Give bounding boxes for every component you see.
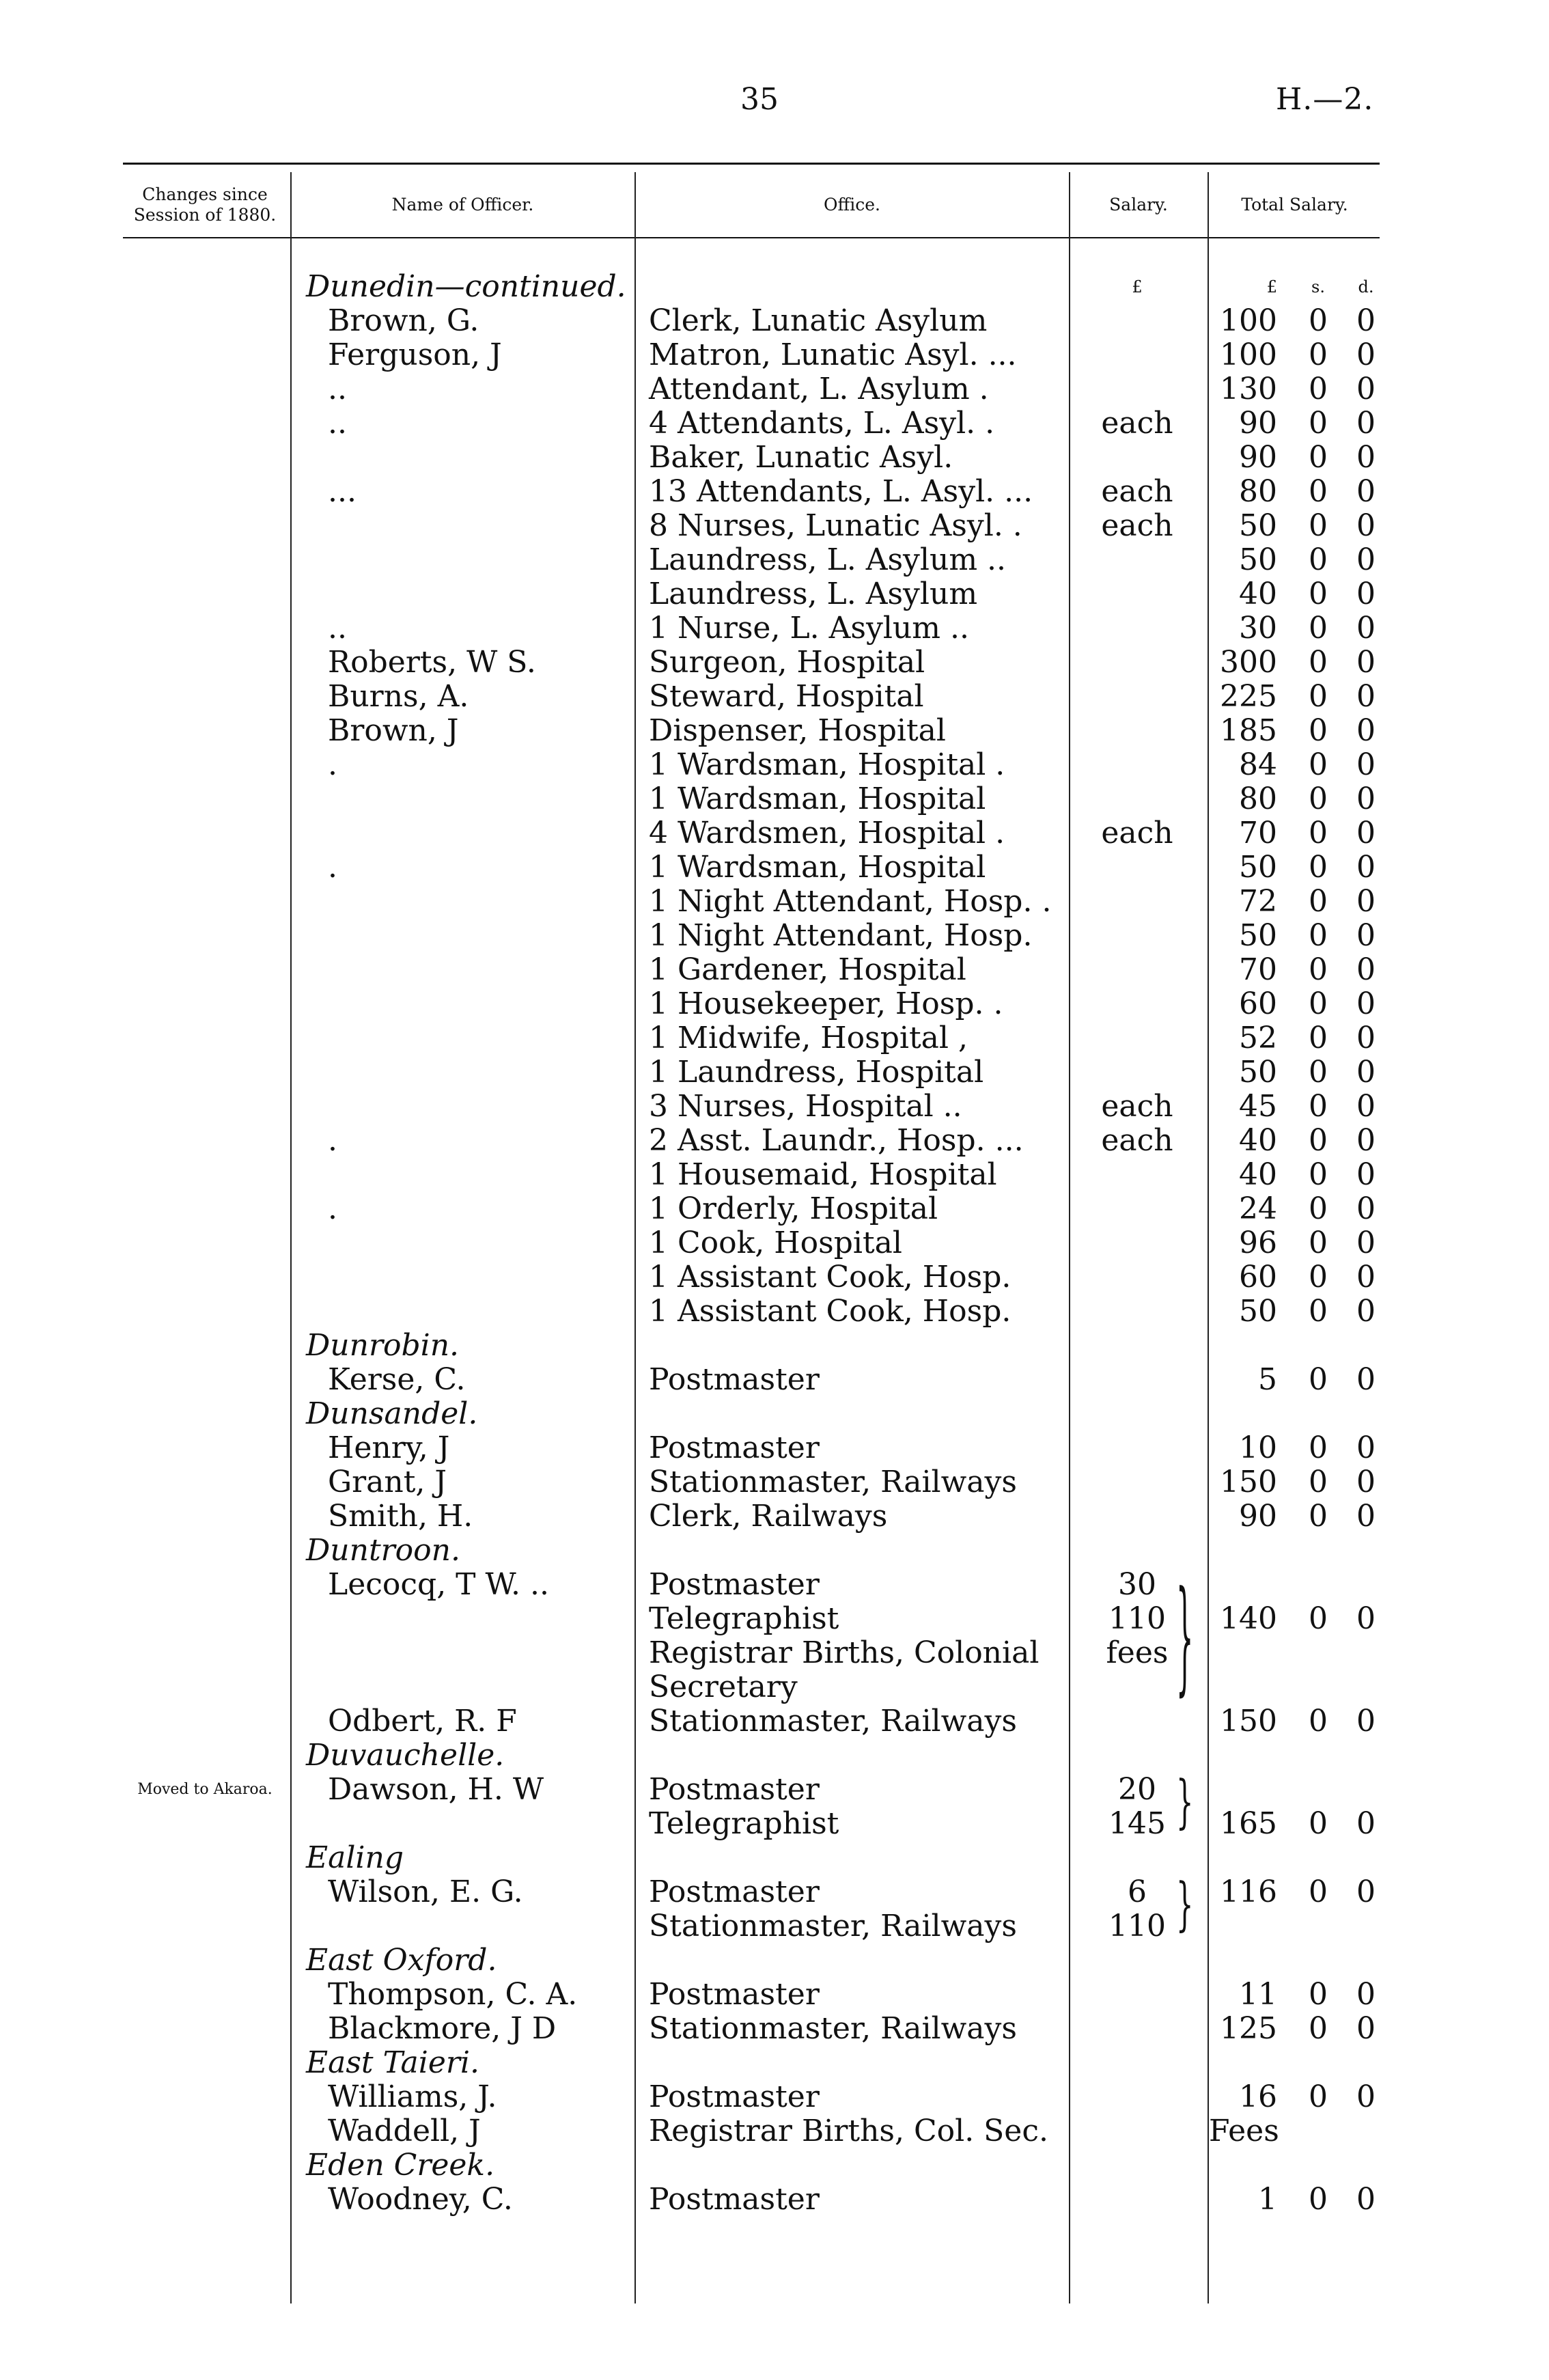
total-pence-cell: 0 [1356,1499,1376,1534]
total-shillings-cell: 0 [1309,1430,1328,1465]
table-row [0,782,1549,816]
total-shillings-cell: 0 [1309,2079,1328,2114]
total-pence-cell: 0 [1356,303,1376,338]
header-office: Office. [824,195,880,215]
total-shillings-cell: 0 [1309,1123,1328,1158]
total-pounds-cell: 300 [1220,645,1277,680]
officer-name: .. [328,611,347,646]
table-row [0,2114,1549,2148]
place-heading: Duvauchelle. [306,1738,505,1773]
total-shillings-cell: 0 [1309,406,1328,441]
office-cell: Surgeon, Hospital [649,645,925,680]
total-pounds-cell: 70 [1239,952,1277,987]
office-cell: 4 Wardsmen, Hospital . [649,816,1005,850]
total-pence-cell: 0 [1356,1191,1376,1226]
total-pounds-cell: 150 [1220,1704,1277,1739]
table-row [0,1158,1549,1192]
total-pence-cell: 0 [1356,679,1376,714]
total-pence-cell: 0 [1356,1977,1376,2012]
office-cell: 1 Night Attendant, Hosp. [649,918,1033,953]
total-pounds-cell: 60 [1239,1260,1277,1295]
total-shillings-cell: 0 [1309,713,1328,748]
total-shillings-cell: 0 [1309,645,1328,680]
table-row [0,1704,1549,1739]
office-cell: Secretary [649,1670,798,1704]
salary-cell: 110 [1108,1909,1166,1943]
table-row [0,1363,1549,1397]
table-row [0,1192,1549,1226]
table-row [0,1465,1549,1499]
total-pence-cell: 0 [1356,1601,1376,1636]
total-shillings-cell: 0 [1309,440,1328,475]
office-cell: Postmaster [649,1430,820,1465]
total-pounds-cell: 60 [1239,986,1277,1021]
total-pence-cell: d. [1358,277,1374,296]
total-pounds-cell: 5 [1258,1362,1277,1397]
total-shillings-cell: 0 [1309,542,1328,577]
office-cell: Clerk, Railways [649,1499,888,1534]
total-shillings-cell: 0 [1309,986,1328,1021]
office-cell: 1 Gardener, Hospital [649,952,966,987]
total-pounds-cell: 90 [1239,406,1277,441]
table-row [0,1329,1549,1363]
office-cell: Postmaster [649,2182,820,2217]
office-cell: Telegraphist [649,1601,839,1636]
total-shillings-cell: 0 [1309,781,1328,816]
total-pounds-cell: 52 [1239,1021,1277,1055]
place-heading: Dunedin—continued. [306,269,626,304]
page-number: 35 [740,82,779,117]
total-pence-cell: 0 [1356,1430,1376,1465]
total-pence-cell: 0 [1356,1260,1376,1295]
office-cell: 1 Wardsman, Hospital . [649,747,1005,782]
office-cell: Telegraphist [649,1806,839,1841]
total-pounds-cell: 165 [1220,1806,1277,1841]
salary-cell: 110 [1108,1601,1166,1636]
total-pounds-cell: 11 [1239,1977,1277,2012]
total-pounds-cell: 50 [1239,850,1277,885]
total-pounds-cell: 80 [1239,474,1277,509]
total-shillings-cell: 0 [1309,1806,1328,1841]
table-row [0,1397,1549,1431]
table-row [0,987,1549,1021]
office-cell: Postmaster [649,1977,820,2012]
salary-cell: £ [1132,277,1143,296]
table-row [0,1909,1549,1943]
office-cell: 8 Nurses, Lunatic Asyl. . [649,508,1022,543]
total-pounds-cell: Fees [1209,2114,1279,2148]
table-row [0,1226,1549,1260]
office-cell: 1 Laundress, Hospital [649,1055,984,1090]
office-cell: Registrar Births, Col. Sec. [649,2114,1048,2148]
table-row [0,680,1549,714]
salary-cell: 6 [1128,1874,1147,1909]
total-pence-cell: 0 [1356,884,1376,919]
total-pence-cell: 0 [1356,2079,1376,2114]
table-row [0,509,1549,543]
officer-name: Grant, J [328,1465,447,1499]
header-name: Name of Officer. [391,195,534,215]
table-row [0,1739,1549,1773]
table-row [0,611,1549,646]
place-heading: East Oxford. [306,1943,497,1978]
office-cell: 1 Wardsman, Hospital [649,850,986,885]
total-pence-cell: 0 [1356,1123,1376,1158]
total-pounds-cell: 96 [1239,1226,1277,1260]
total-pence-cell: 0 [1356,1465,1376,1499]
total-pounds-cell: £ [1266,277,1277,296]
officer-name: Burns, A. [328,679,469,714]
total-pence-cell: 0 [1356,816,1376,850]
table-row [0,1568,1549,1602]
total-shillings-cell: 0 [1309,1465,1328,1499]
total-shillings-cell: 0 [1309,337,1328,372]
total-pence-cell: 0 [1356,1055,1376,1090]
total-pounds-cell: 140 [1220,1601,1277,1636]
total-shillings-cell: 0 [1309,1191,1328,1226]
total-shillings-cell: 0 [1309,1977,1328,2012]
table-row [0,1499,1549,1534]
officer-name: Brown, G. [328,303,479,338]
place-heading: Duntroon. [306,1533,460,1568]
total-pence-cell: 0 [1356,542,1376,577]
table-row [0,1055,1549,1090]
office-cell: 2 Asst. Laundr., Hosp. ... [649,1123,1024,1158]
total-pence-cell: 0 [1356,372,1376,406]
office-cell: Stationmaster, Railways [649,1704,1017,1739]
total-pounds-cell: 90 [1239,1499,1277,1534]
place-heading: Dunsandel. [306,1396,478,1431]
total-pence-cell: 0 [1356,1226,1376,1260]
total-shillings-cell: 0 [1309,850,1328,885]
total-pence-cell: 0 [1356,1294,1376,1329]
total-pounds-cell: 70 [1239,816,1277,850]
total-pounds-cell: 225 [1220,679,1277,714]
table-row [0,1534,1549,1568]
office-cell: 1 Housemaid, Hospital [649,1157,997,1192]
office-cell: Stationmaster, Railways [649,2011,1017,2046]
table-row [0,1670,1549,1704]
total-pounds-cell: 90 [1239,440,1277,475]
office-cell: 4 Attendants, L. Asyl. . [649,406,995,441]
officer-name: Brown, J [328,713,459,748]
brace-duntroon: } [1176,1568,1194,1709]
total-pence-cell: 0 [1356,918,1376,953]
total-pence-cell: 0 [1356,1874,1376,1909]
office-cell: 1 Nurse, L. Asylum .. [649,611,969,646]
table-row [0,816,1549,850]
total-shillings-cell: 0 [1309,1260,1328,1295]
office-cell: Postmaster [649,1874,820,1909]
table-row [0,1090,1549,1124]
office-cell: Attendant, L. Asylum . [649,372,989,406]
office-cell: Stationmaster, Railways [649,1465,1017,1499]
office-cell: Clerk, Lunatic Asylum [649,303,988,338]
total-pounds-cell: 130 [1220,372,1277,406]
total-shillings-cell: 0 [1309,1226,1328,1260]
salary-cell: 145 [1108,1806,1166,1841]
table-row [0,304,1549,338]
header-changes: Changes since Session of 1880. [133,184,277,225]
table-row [0,1021,1549,1055]
table-row [0,646,1549,680]
total-shillings-cell: 0 [1309,918,1328,953]
officer-name: .. [328,372,347,406]
header-total-salary: Total Salary. [1241,195,1348,215]
total-pence-cell: 0 [1356,440,1376,475]
officer-name: Wilson, E. G. [328,1874,523,1909]
total-shillings-cell: 0 [1309,577,1328,611]
total-shillings-cell: 0 [1309,2011,1328,2046]
office-cell: 1 Cook, Hospital [649,1226,902,1260]
total-pounds-cell: 50 [1239,1055,1277,1090]
total-pence-cell: 0 [1356,850,1376,885]
table-row [0,1431,1549,1465]
table-row [0,748,1549,782]
total-pence-cell: 0 [1356,713,1376,748]
place-heading: Ealing [306,1840,404,1875]
office-cell: Postmaster [649,2079,820,2114]
table-row [0,406,1549,441]
table-row [0,1807,1549,1841]
table-row [0,885,1549,919]
officer-name: .. [328,406,347,441]
total-pence-cell: 0 [1356,1021,1376,1055]
total-shillings-cell: 0 [1309,1021,1328,1055]
officer-name: Williams, J. [328,2079,497,2114]
total-pence-cell: 0 [1356,1704,1376,1739]
table-row [0,714,1549,748]
brace-wilson: } [1176,1872,1194,1938]
office-cell: 1 Wardsman, Hospital [649,781,986,816]
table-row [0,338,1549,372]
total-pence-cell: 0 [1356,986,1376,1021]
total-pence-cell: 0 [1356,474,1376,509]
salary-cell: 30 [1118,1567,1156,1602]
place-heading: Eden Creek. [306,2148,495,2183]
office-cell: 1 Assistant Cook, Hosp. [649,1294,1011,1329]
table-row [0,1875,1549,1909]
office-cell: Matron, Lunatic Asyl. ... [649,337,1017,372]
salary-cell: each [1101,508,1173,543]
officer-name: Odbert, R. F [328,1704,517,1739]
office-cell: 1 Midwife, Hospital , [649,1021,968,1055]
total-shillings-cell: 0 [1309,611,1328,646]
table-row [0,1295,1549,1329]
table-row [0,850,1549,885]
table-row [0,543,1549,577]
total-pence-cell: 0 [1356,508,1376,543]
table-row [0,1978,1549,2012]
office-cell: Dispenser, Hospital [649,713,946,748]
place-heading: Dunrobin. [306,1328,460,1363]
office-cell: Baker, Lunatic Asyl. [649,440,953,475]
total-shillings-cell: 0 [1309,474,1328,509]
table-row [0,2183,1549,2217]
total-shillings-cell: 0 [1309,816,1328,850]
office-cell: 1 Assistant Cook, Hosp. [649,1260,1011,1295]
total-shillings-cell: 0 [1309,952,1328,987]
total-pence-cell: 0 [1356,337,1376,372]
office-cell: 13 Attendants, L. Asyl. ... [649,474,1033,509]
total-pounds-cell: 84 [1239,747,1277,782]
total-pence-cell: 0 [1356,2182,1376,2217]
total-pounds-cell: 30 [1239,611,1277,646]
table-row [0,2046,1549,2080]
total-shillings-cell: 0 [1309,884,1328,919]
header-salary: Salary. [1109,195,1168,215]
total-pence-cell: 0 [1356,611,1376,646]
total-pounds-cell: 50 [1239,508,1277,543]
salary-cell: each [1101,474,1173,509]
officer-name: . [328,1191,337,1226]
table-row [0,1260,1549,1295]
total-shillings-cell: 0 [1309,747,1328,782]
office-cell: 3 Nurses, Hospital .. [649,1089,962,1124]
officer-name: Kerse, C. [328,1362,466,1397]
document-code: H.—2. [1276,82,1374,117]
total-pence-cell: 0 [1356,952,1376,987]
table-row [0,270,1549,304]
table-row [0,919,1549,953]
officer-name: Woodney, C. [328,2182,513,2217]
table-row [0,1124,1549,1158]
officer-name: . [328,850,337,885]
officer-name: Blackmore, J D [328,2011,557,2046]
office-cell: Steward, Hospital [649,679,924,714]
total-pounds-cell: 185 [1220,713,1277,748]
total-shillings-cell: 0 [1309,679,1328,714]
total-pounds-cell: 24 [1239,1191,1277,1226]
office-cell: Postmaster [649,1772,820,1807]
office-cell: Registrar Births, Colonial [649,1635,1039,1670]
total-pence-cell: 0 [1356,747,1376,782]
total-shillings-cell: 0 [1309,1601,1328,1636]
total-pounds-cell: 45 [1239,1089,1277,1124]
office-cell: 1 Orderly, Hospital [649,1191,938,1226]
officer-name: Smith, H. [328,1499,473,1534]
table-row [0,475,1549,509]
table-row [0,577,1549,611]
salary-cell: each [1101,406,1173,441]
brace-dawson: } [1176,1769,1194,1836]
salary-cell: each [1101,1089,1173,1124]
table-row [0,1943,1549,1978]
salary-cell: fees [1106,1635,1169,1670]
table-row [0,441,1549,475]
total-pence-cell: 0 [1356,1157,1376,1192]
total-pounds-cell: 80 [1239,781,1277,816]
total-pence-cell: 0 [1356,2011,1376,2046]
total-pounds-cell: 116 [1220,1874,1277,1909]
total-pounds-cell: 50 [1239,542,1277,577]
total-pence-cell: 0 [1356,645,1376,680]
office-cell: Laundress, L. Asylum [649,577,978,611]
salary-cell: 20 [1118,1772,1156,1807]
officer-name: . [328,1123,337,1158]
total-pence-cell: 0 [1356,1806,1376,1841]
total-shillings-cell: s. [1311,277,1325,296]
total-pence-cell: 0 [1356,1089,1376,1124]
total-pounds-cell: 100 [1220,303,1277,338]
officer-name: . [328,747,337,782]
total-pounds-cell: 100 [1220,337,1277,372]
table-row [0,372,1549,406]
salary-cell: each [1101,816,1173,850]
salary-cell: each [1101,1123,1173,1158]
table-row [0,1773,1549,1807]
total-pounds-cell: 1 [1258,2182,1277,2217]
office-cell: 1 Housekeeper, Hosp. . [649,986,1003,1021]
total-pounds-cell: 125 [1220,2011,1277,2046]
total-shillings-cell: 0 [1309,372,1328,406]
office-cell: Postmaster [649,1362,820,1397]
total-shillings-cell: 0 [1309,2182,1328,2217]
changes-cell: Moved to Akaroa. [137,1781,273,1798]
total-shillings-cell: 0 [1309,1055,1328,1090]
total-shillings-cell: 0 [1309,303,1328,338]
officer-name: Waddell, J [328,2114,481,2148]
officer-name: ... [328,474,357,509]
total-shillings-cell: 0 [1309,508,1328,543]
total-pence-cell: 0 [1356,1362,1376,1397]
office-cell: Laundress, L. Asylum .. [649,542,1006,577]
total-pounds-cell: 16 [1239,2079,1277,2114]
table-row [0,1841,1549,1875]
table-row [0,2080,1549,2114]
table-row [0,1602,1549,1636]
total-shillings-cell: 0 [1309,1499,1328,1534]
officer-name: Ferguson, J [328,337,502,372]
total-pence-cell: 0 [1356,781,1376,816]
place-heading: East Taieri. [306,2045,479,2080]
officer-name: Henry, J [328,1430,450,1465]
table-row [0,1636,1549,1670]
table-row [0,953,1549,987]
officer-name: Roberts, W S. [328,645,536,680]
total-shillings-cell: 0 [1309,1294,1328,1329]
total-pounds-cell: 72 [1239,884,1277,919]
office-cell: Stationmaster, Railways [649,1909,1017,1943]
total-pounds-cell: 40 [1239,1157,1277,1192]
table-row [0,2012,1549,2046]
table-row [0,2148,1549,2183]
officer-name: Dawson, H. W [328,1772,544,1807]
total-shillings-cell: 0 [1309,1089,1328,1124]
total-pounds-cell: 40 [1239,577,1277,611]
officer-name: Lecocq, T W. .. [328,1567,549,1602]
total-pence-cell: 0 [1356,577,1376,611]
total-pence-cell: 0 [1356,406,1376,441]
total-pounds-cell: 40 [1239,1123,1277,1158]
top-rule [123,163,1380,165]
officer-name: Thompson, C. A. [328,1977,578,2012]
total-shillings-cell: 0 [1309,1704,1328,1739]
total-pounds-cell: 50 [1239,1294,1277,1329]
total-pounds-cell: 10 [1239,1430,1277,1465]
total-shillings-cell: 0 [1309,1874,1328,1909]
office-cell: 1 Night Attendant, Hosp. . [649,884,1052,919]
total-shillings-cell: 0 [1309,1157,1328,1192]
office-cell: Postmaster [649,1567,820,1602]
total-pounds-cell: 150 [1220,1465,1277,1499]
total-pounds-cell: 50 [1239,918,1277,953]
total-shillings-cell: 0 [1309,1362,1328,1397]
